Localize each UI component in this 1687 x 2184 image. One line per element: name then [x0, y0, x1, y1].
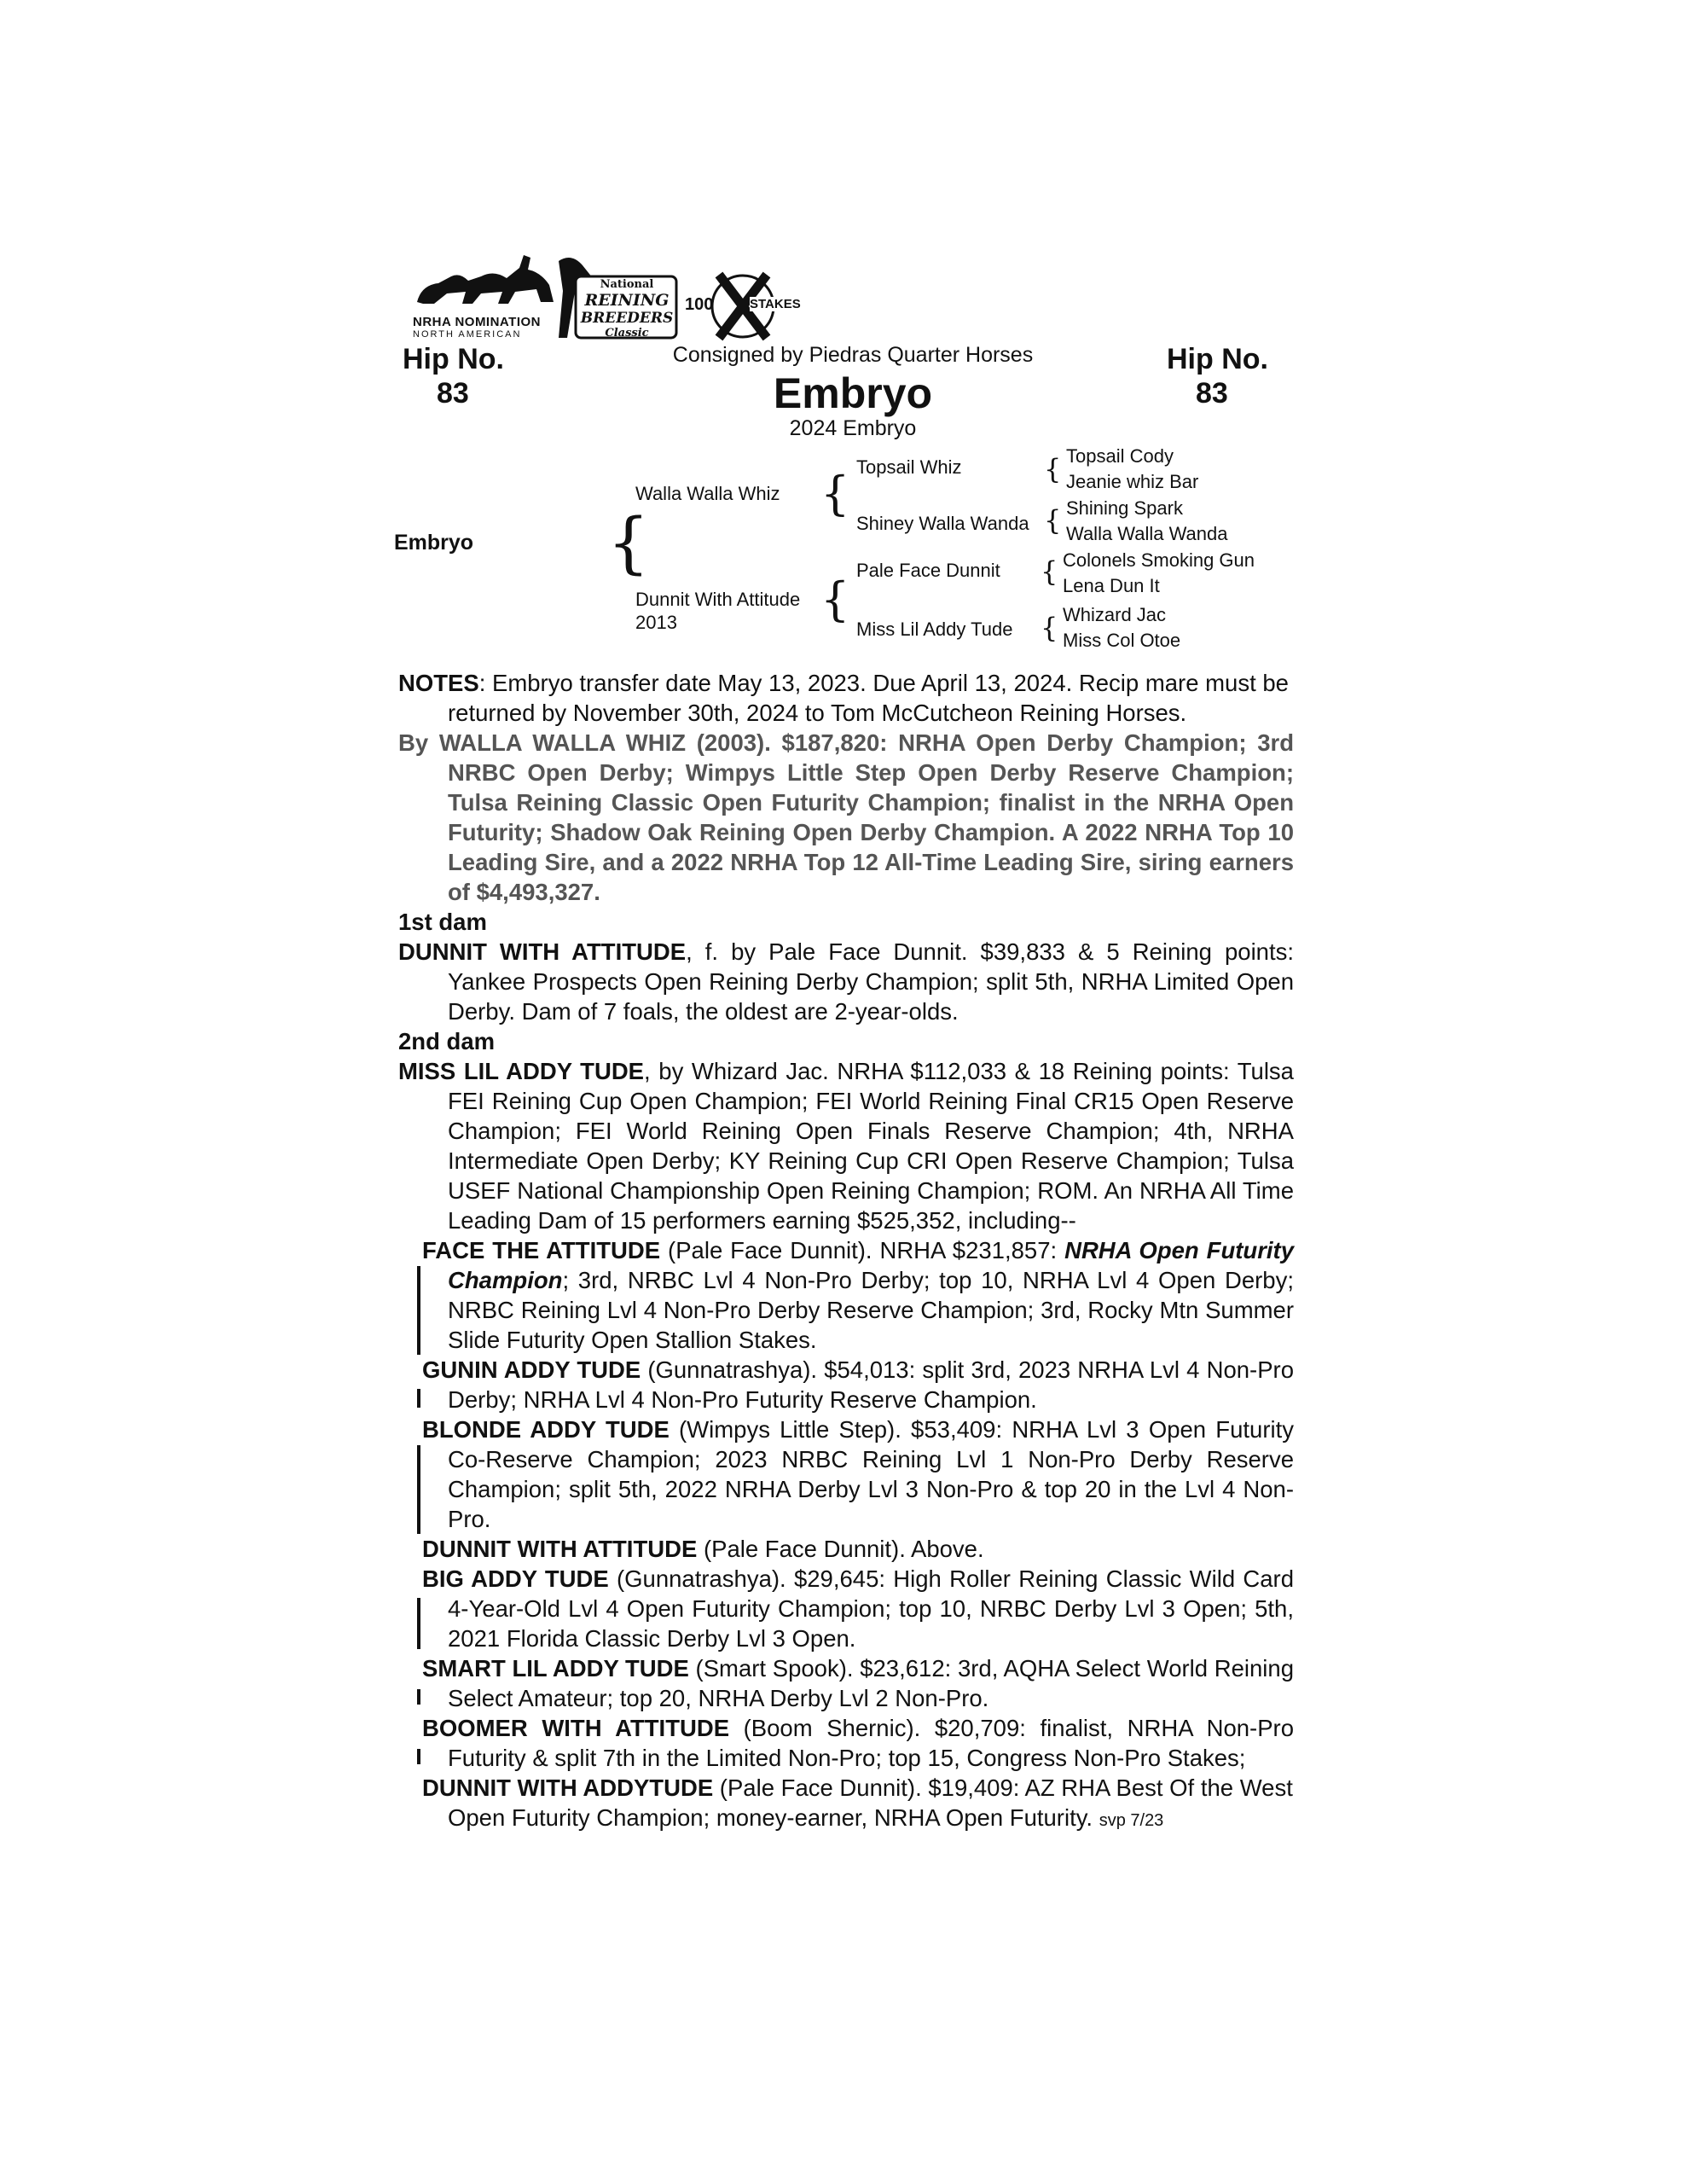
- pedigree-brace: {: [1044, 453, 1062, 485]
- pedigree-subject: Embryo: [394, 531, 474, 555]
- first-dam-text: , f. by Pale Face Dunnit. $39,833 & 5 Reining points: Yankee Prospects Open Reining Derby Champion; split 5th, NRHA Limited Open Derby. Dam of 7 foals, the oldest are 2-year-olds.: [448, 938, 1294, 1025]
- produce-marker: [417, 1598, 420, 1649]
- hip-label-left: Hip No.: [403, 343, 504, 375]
- pedigree-brace: {: [1041, 555, 1058, 588]
- second-dam-text: , by Whizard Jac. NRHA $112,033 & 18 Reining points: Tulsa FEI Reining Cup Open Champion; FEI World Reining Final CR15 Open Reserve Champion; FEI World Reining Open Finals Reserve Champion; 4th, NRHA Intermediate Open Derby; KY Reining Cup CRI Open Reserve Champion; Tulsa USEF National Championship Open Reining Champion; ROM. An NRHA All Time Leading Dam of 15 performers earning $525,352, including--: [448, 1058, 1294, 1234]
- pedigree-dd-dam: Miss Col Otoe: [1063, 630, 1181, 651]
- horse-riders-icon: [413, 251, 559, 311]
- pedigree-brace: {: [1044, 504, 1062, 537]
- produce-name: BOOMER WITH ATTITUDE: [422, 1715, 730, 1741]
- nrha-logo-line2: NORTH AMERICAN: [413, 329, 522, 340]
- nrbc-line1: National: [600, 278, 654, 291]
- nrha-nomination-logo: [413, 251, 559, 345]
- produce-marker: [417, 1749, 420, 1764]
- produce-text: (Smart Spook). $23,612: 3rd, AQHA Select World Reining Select Amateur; top 20, NRHA Derby Lvl 2 Non-Pro.: [448, 1655, 1294, 1711]
- lot-subtitle: 2024 Embryo: [789, 416, 917, 440]
- produce-marker: [417, 1689, 420, 1705]
- hip-number-right: 83: [1196, 377, 1228, 410]
- nrbc-line4: Classic: [605, 327, 649, 340]
- pedigree-brace: {: [607, 505, 650, 582]
- produce-text: (Pale Face Dunnit). NRHA $231,857:: [660, 1237, 1065, 1263]
- produce-name: DUNNIT WITH ADDYTUDE: [422, 1774, 714, 1801]
- produce-highlight: NRHA Open Futurity Champion: [448, 1237, 1294, 1293]
- pedigree-sire-dam: Shiney Walla Wanda: [856, 513, 1029, 534]
- first-dam-name: DUNNIT WITH ATTITUDE: [398, 938, 687, 965]
- pedigree-dd-sire: Whizard Jac: [1063, 604, 1167, 625]
- footer-code: svp 7/23: [1099, 1811, 1164, 1830]
- pedigree-brace: {: [820, 572, 850, 626]
- produce-record: [398, 1653, 1294, 1713]
- produce-marker: [417, 1445, 420, 1534]
- lot-title: Embryo: [773, 369, 933, 417]
- nrbc-line3: BREEDERS: [580, 310, 674, 327]
- produce-text: ; 3rd, NRBC Lvl 4 Non-Pro Derby; top 10, NRHA Lvl 4 Open Derby; NRBC Reining Lvl 4 Non-Pro Derby Reserve Champion; 3rd, Rocky Mtn Summer Slide Futurity Open Stallion Stakes.: [448, 1267, 1294, 1353]
- second-dam-paragraph: [398, 1056, 1294, 1235]
- second-dam-name: MISS LIL ADDY TUDE: [398, 1058, 645, 1084]
- produce-name: DUNNIT WITH ATTITUDE: [422, 1536, 698, 1562]
- first-dam-paragraph: [398, 937, 1294, 1026]
- produce-record: [398, 1235, 1294, 1355]
- produce-marker: [417, 1266, 420, 1355]
- produce-record: [398, 1534, 1294, 1564]
- produce-text: (Pale Face Dunnit). $19,409: AZ RHA Best Of the West Open Futurity Champion; money-earner, NRHA Open Futurity.: [448, 1774, 1293, 1831]
- produce-name: GUNIN ADDY TUDE: [422, 1356, 641, 1383]
- produce-text: (Wimpys Little Step). $53,409: NRHA Lvl 3 Open Futurity Co-Reserve Champion; 2023 NRBC Reining Lvl 1 Non-Pro Derby Reserve Champion; split 5th, 2022 NRHA Derby Lvl 3 Non-Pro & top 20 in the Lvl 4 Non-Pro.: [448, 1416, 1294, 1532]
- pedigree-sire: Walla Walla Whiz: [635, 483, 780, 504]
- sire-paragraph: By WALLA WALLA WHIZ (2003). $187,820: NRHA Open Derby Champion; 3rd NRBC Open Derby; Wimpys Little Step Open Derby Reserve Champion; Tulsa Reining Classic Open Futurity Champion; finalist in the NRHA Open Futurity; Shadow Oak Reining Open Derby Champion. A 2022 NRHA Top 10 Leading Sire, and a 2022 NRHA Top 12 All-Time Leading Sire, siring earners of $4,493,327.: [398, 729, 1294, 905]
- produce-record: [398, 1414, 1294, 1534]
- produce-record: [398, 1564, 1294, 1653]
- notes-label: NOTES: [398, 670, 479, 696]
- pedigree-brace: {: [820, 467, 850, 520]
- pedigree-brace: {: [1041, 612, 1058, 644]
- stakes-word: STAKES: [750, 297, 801, 311]
- produce-record: [398, 1713, 1294, 1773]
- pedigree-sd-dam: Walla Walla Wanda: [1066, 523, 1228, 544]
- pedigree-dam-year: 2013: [635, 612, 677, 633]
- pedigree-sire-sire: Topsail Whiz: [856, 456, 962, 478]
- pedigree-dam-dam: Miss Lil Addy Tude: [856, 619, 1013, 640]
- stakes-100: 100: [685, 295, 714, 314]
- pedigree-ds-sire: Colonels Smoking Gun: [1063, 549, 1255, 571]
- notes-paragraph: [398, 668, 1294, 728]
- pedigree-ss-dam: Jeanie whiz Bar: [1066, 471, 1199, 492]
- produce-list: [398, 1235, 1294, 1836]
- second-dam-heading: 2nd dam: [398, 1028, 496, 1054]
- produce-text: (Pale Face Dunnit). Above.: [697, 1536, 984, 1562]
- pedigree-dam: Dunnit With Attitude: [635, 589, 801, 610]
- pedigree-ss-sire: Topsail Cody: [1066, 445, 1174, 467]
- produce-marker: [417, 1389, 420, 1408]
- produce-record: [398, 1773, 1294, 1836]
- produce-name: SMART LIL ADDY TUDE: [422, 1655, 689, 1682]
- pedigree-sd-sire: Shining Spark: [1066, 497, 1183, 519]
- pedigree-dam-sire: Pale Face Dunnit: [856, 560, 1000, 581]
- produce-text: (Gunnatrashya). $54,013: split 3rd, 2023 NRHA Lvl 4 Non-Pro Derby; NRHA Lvl 4 Non-Pro Futurity Reserve Champion.: [448, 1356, 1295, 1413]
- produce-name: FACE THE ATTITUDE: [422, 1237, 661, 1263]
- nrbc-logo: [542, 253, 678, 345]
- pedigree-ds-dam: Lena Dun It: [1063, 575, 1160, 596]
- nrbc-line2: REINING: [584, 291, 670, 310]
- hip-number-left: 83: [437, 377, 469, 410]
- nrha-logo-line1: NRHA NOMINATION: [413, 315, 541, 329]
- 100x-stakes-logo: [685, 271, 801, 341]
- catalog-notes: [398, 668, 1294, 1836]
- consignor: Consigned by Piedras Quarter Horses: [672, 343, 1034, 367]
- notes-text: : Embryo transfer date May 13, 2023. Due April 13, 2024. Recip mare must be returned by November 30th, 2024 to Tom McCutcheon Reining Horses.: [448, 670, 1289, 726]
- produce-text: (Boom Shernic). $20,709: finalist, NRHA Non-Pro Futurity & split 7th in the Limited Non-Pro; top 15, Congress Non-Pro Stakes;: [448, 1715, 1294, 1771]
- produce-record: [398, 1355, 1294, 1414]
- first-dam-heading: 1st dam: [398, 909, 487, 935]
- produce-name: BLONDE ADDY TUDE: [422, 1416, 670, 1443]
- produce-name: BIG ADDY TUDE: [422, 1565, 609, 1592]
- produce-text: (Gunnatrashya). $29,645: High Roller Reining Classic Wild Card 4-Year-Old Lvl 4 Open Futurity Champion; top 10, NRBC Derby Lvl 3 Open; 5th, 2021 Florida Classic Derby Lvl 3 Open.: [448, 1565, 1295, 1652]
- hip-label-right: Hip No.: [1167, 343, 1268, 375]
